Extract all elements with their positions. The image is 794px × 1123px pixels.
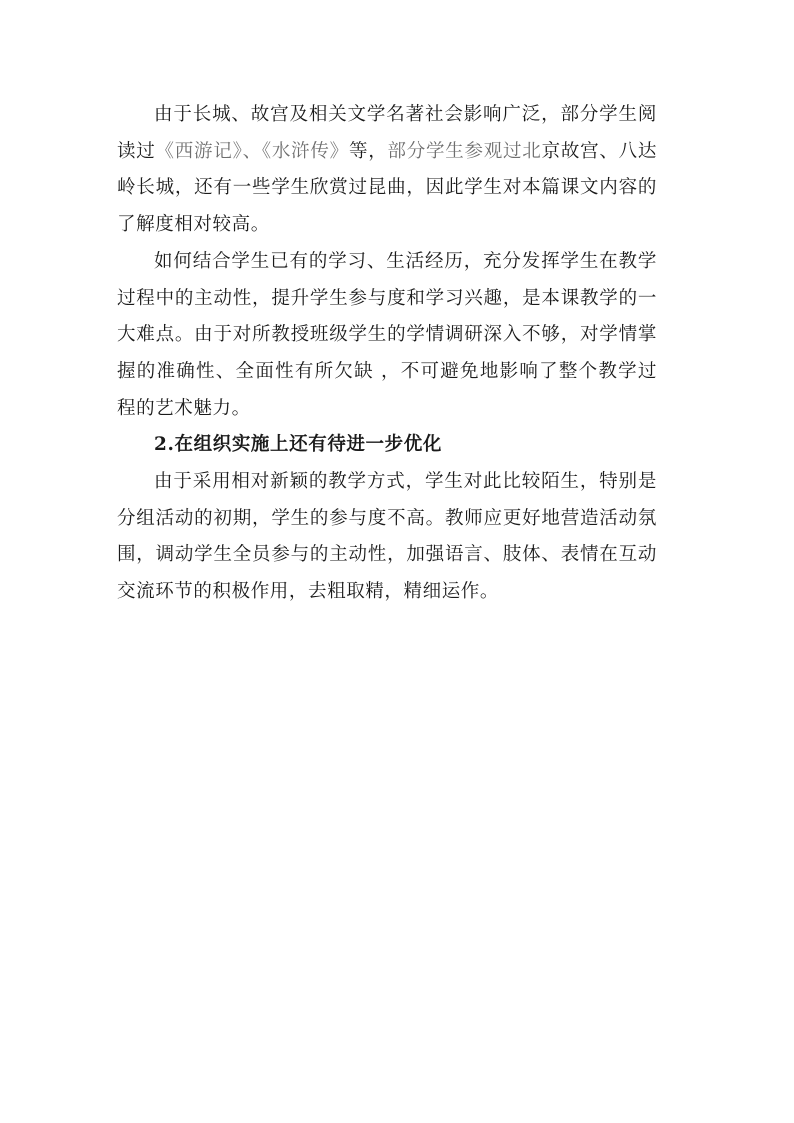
paragraph-prior-knowledge-part-5: 京故宫、八达岭长城，还有一些学生欣赏过昆曲，因此学生对本篇课文内容的了解度相对较高。 bbox=[117, 140, 657, 236]
paragraph-teaching-difficulty: 如何结合学生已有的学习、生活经历，充分发挥学生在教学过程中的主动性，提升学生参与度和学习兴趣，是本课教学的一大难点。由于对所教授班级学生的学情调研深入不够，对学情掌握的准确性、全面性有所欠缺 ，不可避免地影响了整个教学过程的艺术魅力。 bbox=[117, 250, 657, 419]
section-heading: 2.在组织实施上还有待进一步优化 bbox=[154, 434, 442, 456]
visited-sites-text: 部分学生参观过北 bbox=[387, 140, 542, 162]
paragraph-prior-knowledge bbox=[117, 97, 657, 244]
book-titles: 《西游记》、《水浒传》 bbox=[155, 140, 349, 162]
document-body bbox=[117, 97, 657, 611]
paragraph-prior-knowledge-part-3: 等， bbox=[348, 140, 388, 162]
paragraph-prior-knowledge-part-1: 由于长城、故宫及相关文学名著社会影响广泛，部分学生阅读过 bbox=[117, 104, 657, 162]
paragraph-organization: 由于采用相对新颖的教学方式，学生对此比较陌生，特别是分组活动的初期，学生的参与度不高。教师应更好地营造活动氛围，调动学生全员参与的主动性，加强语言、肢体、表情在互动交流环节的积极作用，去粗取精，精细运作。 bbox=[117, 471, 657, 603]
